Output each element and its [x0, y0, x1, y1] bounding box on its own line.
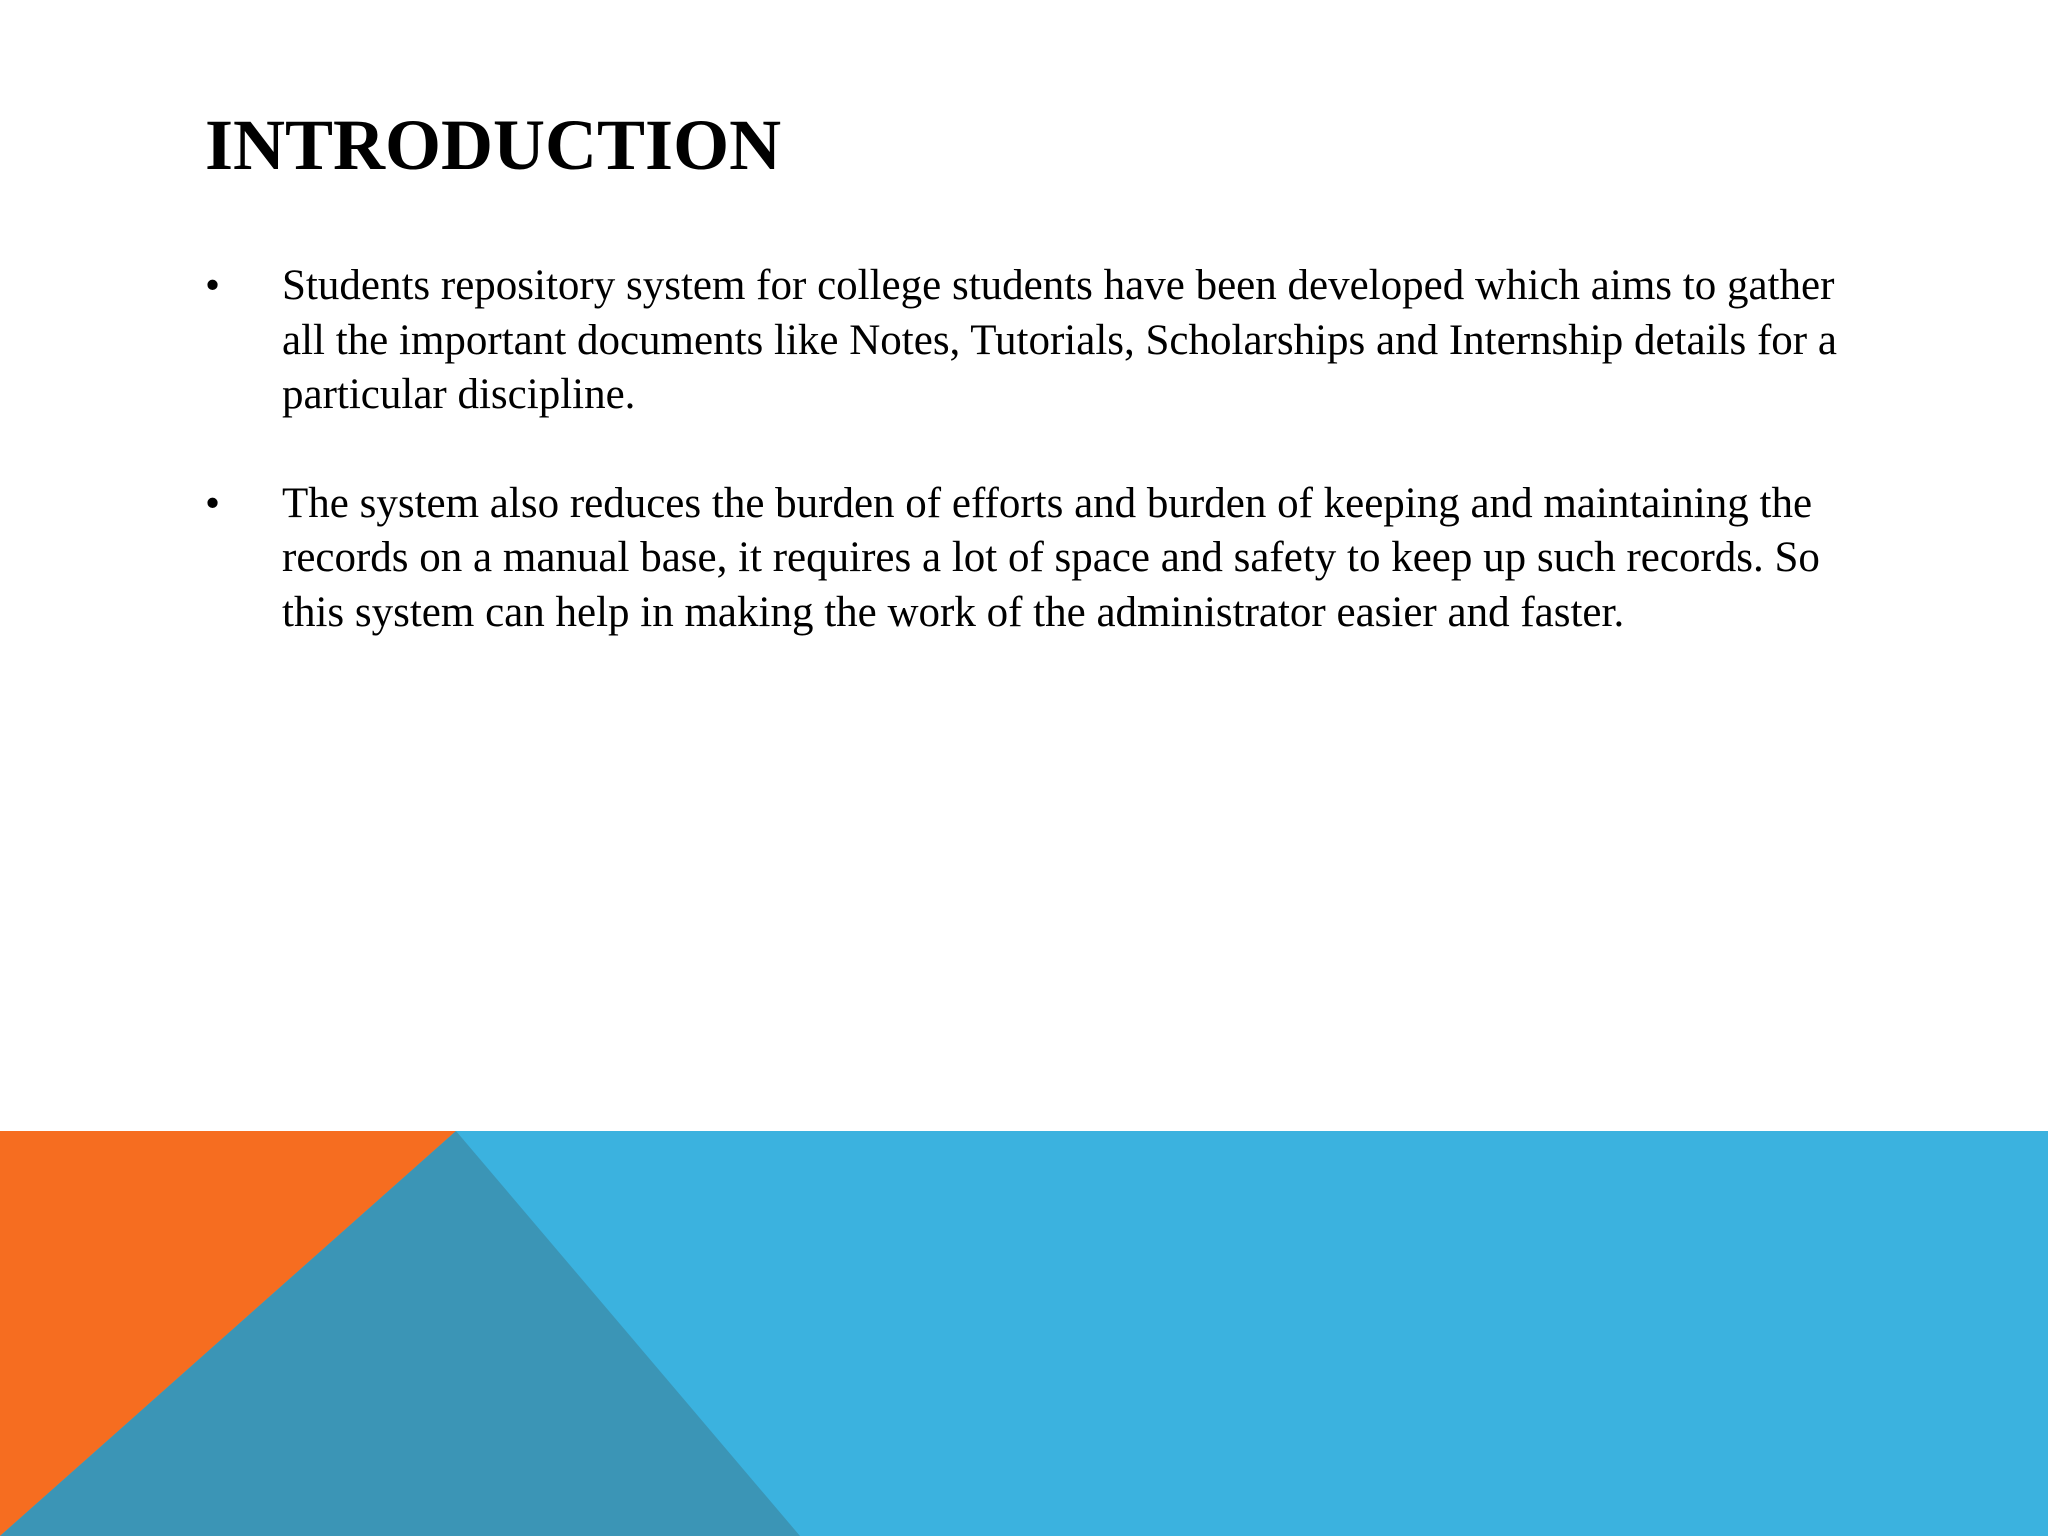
bullet-icon: • — [205, 262, 221, 309]
bullet-text: The system also reduces the burden of efforts and burden of keeping and maintaining the records on a manual base, it requires a lot of space and safety to keep up such records. So this system can help in making the work of the administrator easier and faster. — [282, 479, 1820, 636]
bullet-item — [205, 477, 1865, 641]
bullet-list — [205, 259, 1865, 694]
bullet-icon: • — [205, 479, 221, 527]
footer-decoration — [0, 1131, 2048, 1536]
bullet-item — [205, 259, 1865, 423]
bullet-text: Students repository system for college students have been developed which aims to gather all the important documents like Notes, Tutorials, Scholarships and Internship details for a particular discipline. — [282, 262, 1837, 418]
slide-title: INTRODUCTION — [205, 105, 782, 185]
